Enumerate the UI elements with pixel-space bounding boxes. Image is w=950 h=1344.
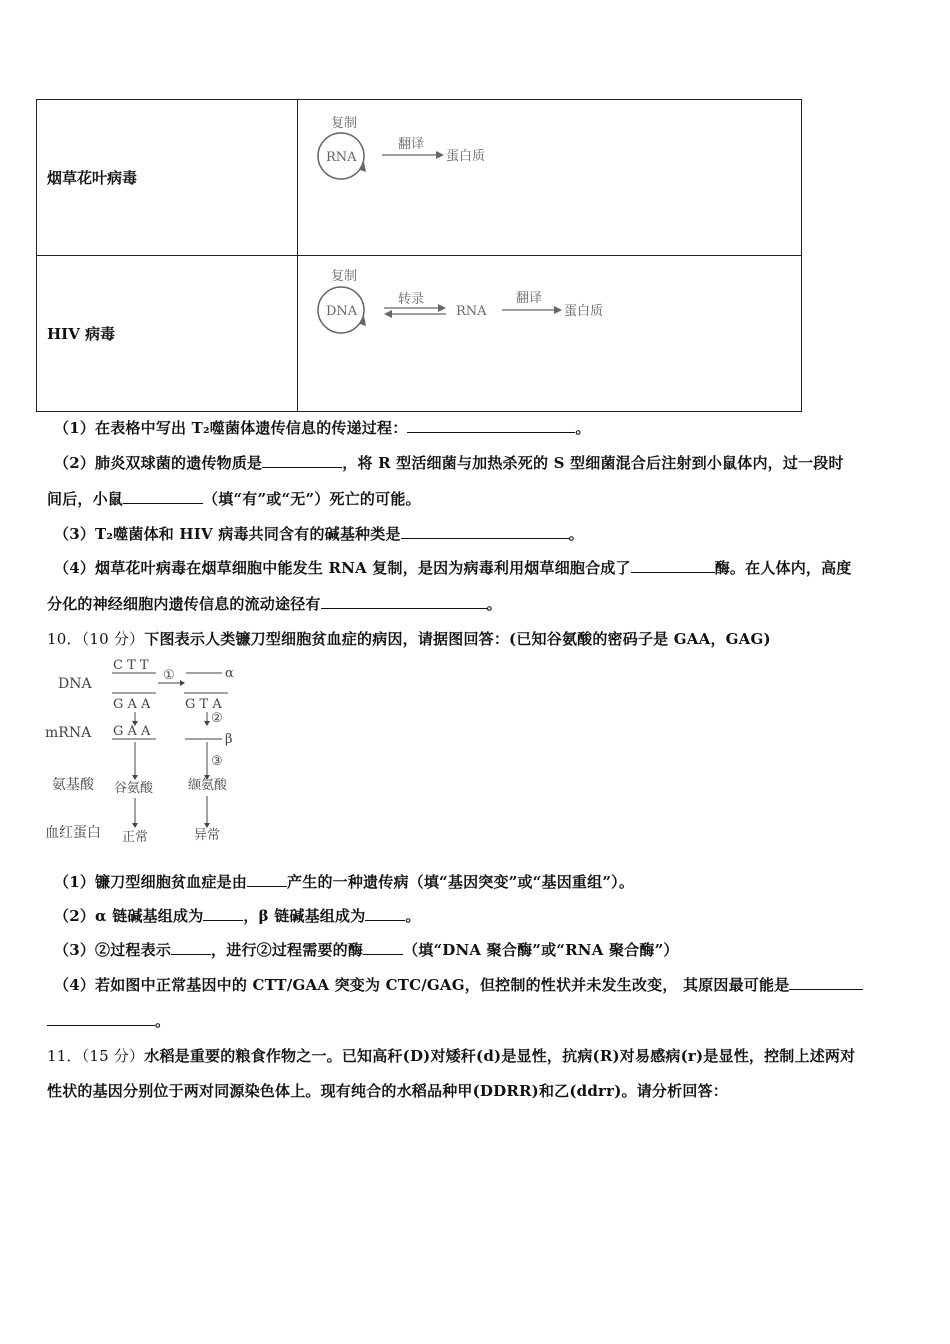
q10-part3-text-cont: ，进行②过程需要的酶 xyxy=(211,941,364,959)
tmv-product-label: 蛋白质 xyxy=(446,149,486,164)
q10-heading xyxy=(47,628,771,649)
tmv-translate-arrowhead xyxy=(436,151,444,159)
q9-part4 xyxy=(54,557,852,578)
q9-part2-text-line2: 间后，小鼠 xyxy=(47,490,124,508)
answer-blank[interactable] xyxy=(407,418,575,433)
q10-number: 10．（10 分） xyxy=(47,630,145,648)
q11-number: 11．（15 分） xyxy=(47,1047,145,1065)
tmv-translate-label: 翻译 xyxy=(398,137,425,152)
answer-blank[interactable] xyxy=(365,906,405,921)
q10-part4-end: 。 xyxy=(155,1012,171,1030)
sickle-cell-diagram xyxy=(40,652,260,852)
hiv-product-label: 蛋白质 xyxy=(564,304,604,319)
answer-blank[interactable] xyxy=(262,453,342,468)
q9-part2-text-cont: ，将 R 型活细菌与加热杀死的 S 型细菌混合后注射到小鼠体内，过一段时 xyxy=(342,454,844,472)
q10-part4-text: （4）若如图中正常基因中的 CTT/GAA 突变为 CTC/GAG，但控制的性状并未发生改变， 其原因最可能是 xyxy=(54,976,790,994)
amino-acid-normal: 谷氨酸 xyxy=(114,781,154,796)
hiv-reverse-arrowhead xyxy=(384,310,392,318)
q9-part1-text: （1）在表格中写出 T₂噬菌体遗传信息的传递过程： xyxy=(54,419,408,437)
dna-bottom-strand: G A A xyxy=(113,697,151,712)
normal-hb-arrowhead xyxy=(132,823,138,828)
table-row xyxy=(37,100,802,256)
q9-part4-text: （4）烟草花叶病毒在烟草细胞中能发生 RNA 复制，是因为病毒利用烟草细胞合成了 xyxy=(54,559,631,577)
q9-part1-end: 。 xyxy=(575,419,591,437)
q11-text-line2: 性状的基因分别位于两对同源染色体上。现有纯合的水稻品种甲(DDRR)和乙(ddrr)。请分析回答： xyxy=(47,1082,728,1100)
q10-part3-text: （3）②过程表示 xyxy=(54,941,172,959)
q11-text-line1: 水稻是重要的粮食作物之一。已知高秆(D)对矮秆(d)是显性，抗病(R)对易感病(r)是显性，控制上述两对 xyxy=(144,1047,856,1065)
q9-part4-text-cont: 酶。在人体内，高度 xyxy=(714,559,852,577)
q10-part3-tail: （填“DNA 聚合酶”或“RNA 聚合酶”） xyxy=(403,941,679,959)
answer-blank[interactable] xyxy=(247,872,287,887)
step1-marker: ① xyxy=(163,668,175,683)
answer-blank[interactable] xyxy=(123,489,203,504)
label-mrna: mRNA xyxy=(45,725,92,741)
hiv-transcribe-label: 转录 xyxy=(398,292,425,307)
hiv-flow-svg xyxy=(298,256,801,411)
hiv-translate-label: 翻译 xyxy=(516,291,543,306)
tmv-flow-svg xyxy=(298,100,801,255)
step2-arrowhead xyxy=(204,721,210,726)
q9-part4-line2 xyxy=(47,593,502,614)
tmv-flow-diagram xyxy=(298,100,802,256)
translation-arrowhead xyxy=(132,775,138,780)
q10-part3 xyxy=(54,939,679,960)
answer-blank[interactable] xyxy=(321,594,487,609)
table-row xyxy=(37,256,802,412)
q9-part2-line2 xyxy=(47,488,421,509)
virus-name-tmv: 烟草花叶病毒 xyxy=(37,100,298,256)
q10-title: 下图表示人类镰刀型细胞贫血症的病因，请据图回答：(已知谷氨酸的密码子是 GAA，GAG) xyxy=(144,630,771,648)
virus-table xyxy=(36,99,802,412)
q9-part3-text: （3）T₂噬菌体和 HIV 病毒共同含有的碱基种类是 xyxy=(54,525,401,543)
q9-part4-text-line2: 分化的神经细胞内遗传信息的流动途径有 xyxy=(47,595,321,613)
hiv-core-label: DNA xyxy=(326,304,358,319)
label-dna: DNA xyxy=(58,676,92,692)
q10-part1-tail: 产生的一种遗传病（填“基因突变”或“基因重组”）。 xyxy=(287,873,635,891)
q10-part2-text: （2）α 链碱基组成为 xyxy=(54,907,204,925)
q9-part4-end: 。 xyxy=(486,595,502,613)
tmv-replicate-label: 复制 xyxy=(331,116,358,131)
alpha-label: α xyxy=(225,666,234,681)
q9-part1 xyxy=(54,417,591,438)
q10-part1-text: （1）镰刀型细胞贫血症是由 xyxy=(54,873,248,891)
virus-name-hiv: HIV 病毒 xyxy=(37,256,298,412)
q9-part3-end: 。 xyxy=(568,525,584,543)
q9-part3 xyxy=(54,523,584,544)
q9-part2-tail: （填“有”或“无”）死亡的可能。 xyxy=(203,490,421,508)
label-hemoglobin: 血红蛋白 xyxy=(45,825,101,841)
hemoglobin-mutant: 异常 xyxy=(194,828,221,843)
beta-label: β xyxy=(225,732,233,747)
q11-line1 xyxy=(47,1045,855,1066)
answer-blank[interactable] xyxy=(789,975,863,990)
q10-part4 xyxy=(54,974,863,995)
hiv-rna-label: RNA xyxy=(456,304,487,319)
amino-acid-mutant: 缬氨酸 xyxy=(188,778,228,793)
hemoglobin-normal: 正常 xyxy=(122,830,149,845)
hiv-transcribe-arrowhead xyxy=(438,304,446,312)
tmv-core-label: RNA xyxy=(326,150,357,165)
q10-part2 xyxy=(54,905,421,926)
answer-blank[interactable] xyxy=(631,558,715,573)
dna-top-strand: C T T xyxy=(113,658,149,673)
step1-arrowhead xyxy=(180,680,185,686)
answer-blank[interactable] xyxy=(363,940,403,955)
step2-marker: ② xyxy=(211,711,223,726)
q10-part2-text-cont: ，β 链碱基组成为 xyxy=(243,907,366,925)
answer-blank[interactable] xyxy=(203,906,243,921)
step3-marker: ③ xyxy=(211,754,223,769)
q10-part2-end: 。 xyxy=(405,907,421,925)
hiv-flow-diagram xyxy=(298,256,802,412)
answer-blank[interactable] xyxy=(171,940,211,955)
q10-part1 xyxy=(54,871,634,892)
answer-blank[interactable] xyxy=(401,524,569,539)
q10-part4-line2 xyxy=(47,1010,170,1031)
q9-part2-text: （2）肺炎双球菌的遗传物质是 xyxy=(54,454,263,472)
q11-line2 xyxy=(47,1080,728,1101)
answer-blank[interactable] xyxy=(47,1011,155,1026)
mrna-sequence: G A A xyxy=(113,724,151,739)
q9-part2 xyxy=(54,452,844,473)
hiv-translate-arrowhead xyxy=(554,306,562,314)
label-amino-acid: 氨基酸 xyxy=(52,777,94,793)
mutant-dna-strand: G T A xyxy=(185,697,222,712)
hiv-replicate-label: 复制 xyxy=(331,269,358,284)
